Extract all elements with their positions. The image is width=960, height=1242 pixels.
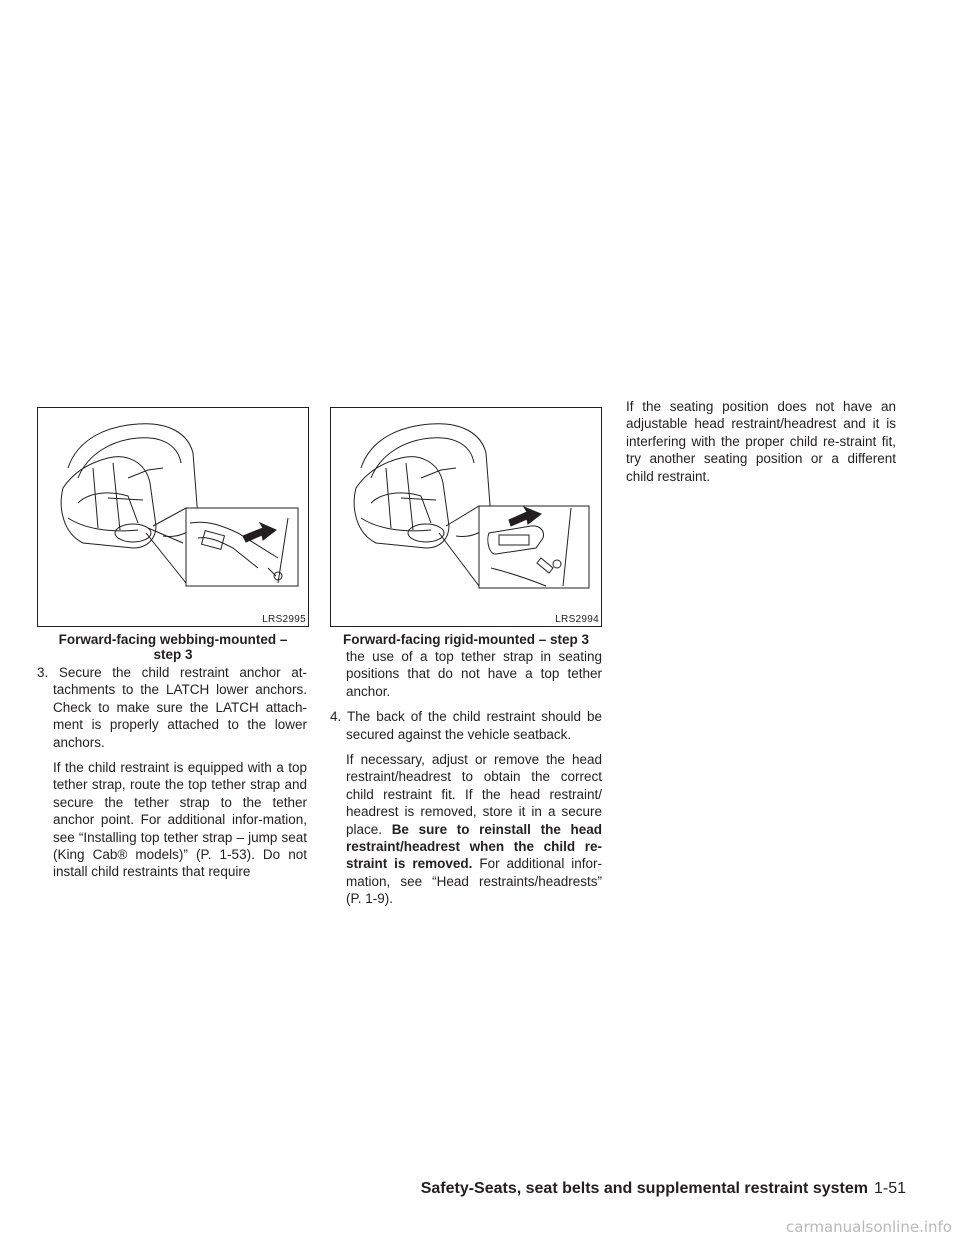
section-title: Safety-Seats, seat belts and supplemental restraint system (420, 1180, 868, 1197)
figure-webbing-mounted (37, 407, 309, 627)
figure-rigid-mounted (330, 407, 602, 627)
figure-caption-line-1: Forward-facing webbing-mounted – (58, 632, 288, 647)
child-seat-webbing-illustration (38, 408, 308, 626)
figure-caption-line-2: step 3 (153, 647, 193, 662)
text-column-1 (37, 664, 307, 881)
step-4-paragraph: 4. The back of the child restraint should be secured against the vehicle seatback. (330, 709, 602, 742)
text-column-3 (626, 398, 896, 485)
continued-paragraph: the use of a top tether strap in seating positions that do not have a top tether anchor. (346, 649, 602, 699)
page-number: 1-51 (873, 1180, 906, 1197)
figure-code: LRS2994 (555, 614, 599, 625)
figure-caption (37, 632, 309, 662)
figure-caption (330, 632, 602, 647)
watermark: carmanualsonline.info (786, 1218, 952, 1236)
figure-caption-line-1: Forward-facing rigid-mounted – step 3 (342, 632, 590, 647)
head-restraint-reference: For additional infor-mation, see “Head restraints/headrests” (P. 1-9). (346, 856, 602, 907)
page-footer (421, 1180, 906, 1198)
child-seat-rigid-illustration (331, 408, 601, 626)
figure-code: LRS2995 (262, 614, 306, 625)
head-restraint-paragraph (330, 751, 602, 908)
head-restraint-text: If necessary, adjust or remove the head restraint/headrest to obtain the correct child restraint fit. If the head restraint/ headrest is removed, store it in a secure place. (346, 752, 602, 837)
alternate-position-paragraph: If the seating position does not have an adjustable head restraint/headrest and it is interfering with the proper child re-straint fit, try another seating position or a different child restraint. (626, 399, 896, 484)
step-3-paragraph: 3. Secure the child restraint anchor at-tachments to the LATCH lower anchors. Check to make sure the LATCH attach-ment is properly attached to the lower anchors. (37, 665, 307, 750)
reinstall-warning: Be sure to reinstall the head restraint/headrest when the child re-straint is removed. (346, 821, 602, 872)
text-column-2 (330, 648, 602, 908)
tether-strap-paragraph: If the child restraint is equipped with a top tether strap, route the top tether strap and secure the tether strap to the tether anchor point. For additional infor-mation, see “Installing top tether strap – jump seat (King Cab® models)” (P. 1-53). Do not install child restraints that require (53, 760, 307, 880)
